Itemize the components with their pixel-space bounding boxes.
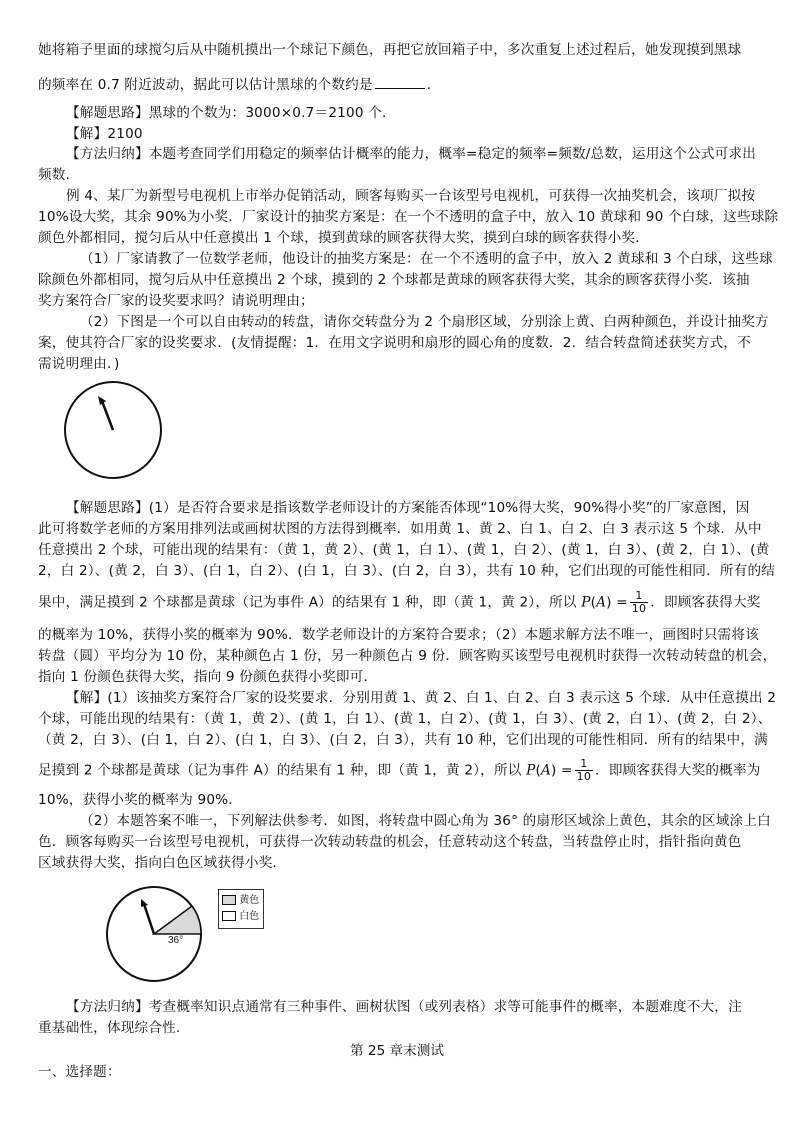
text-line: 【解题思路】(1）是否符合要求是指该数学老师设计的方案能否体现“10%得大奖，90%得小奖”的厂家意图，因 — [66, 500, 750, 516]
prob-fn: P — [526, 762, 536, 779]
text-span: 的频率在 0.7 附近波动，据此可以估计黑球的个数约是 — [38, 77, 373, 93]
text-span: 足摸到 2 个球都是黄球（记为事件 A）的结果有 1 种，即（黄 1，黄 2），所以 — [38, 762, 522, 779]
text-line: 10%设大奖，其余 90%为小奖．厂家设计的抽奖方案是：在一个不透明的盒子中，放入 10 黄球和 90 个白球，这些球除 — [38, 209, 779, 225]
text-line: （黄 2，白 3）、(白 1，白 2）、(白 1，白 3）、(白 2，白 3），共有 10 种，它们出现的可能性相同．所有的结果中，满 — [38, 732, 768, 748]
prob-event: A — [540, 762, 551, 779]
answer-blank — [375, 75, 425, 89]
text-line: 她将箱子里面的球搅匀后从中随机摸出一个球记下颜色，再把它放回箱子中，多次重复上述过程后，她发现摸到黑球 — [38, 42, 742, 58]
text-line: 此可将数学老师的方案用排列法或画树状图的方法得到概率．如用黄 1、黄 2、白 1、白 2、白 3 表示这 5 个球．从中 — [38, 521, 762, 537]
text-line: 颜色外都相同，搅匀后从中任意摸出 1 个球，摸到黄球的顾客获得大奖，摸到白球的顾客获得小奖． — [38, 230, 650, 246]
text-span: ．即顾客获得大奖 — [650, 594, 761, 611]
text-line: 除颜色外都相同，搅匀后从中任意摸出 2 个球，摸到的 2 个球都是黄球的顾客获得大奖，其余的顾客获得小奖．该抽 — [38, 272, 750, 288]
chapter-title: 第 25 章末测试 — [350, 1043, 444, 1059]
legend-item-white — [222, 911, 259, 923]
prob-fn: P — [581, 594, 591, 611]
text-line: （2）本题答案不唯一，下列解法供参考．如图，将转盘中圆心角为 36° 的扇形区域涂上黄色，其余的区域涂上白 — [80, 813, 771, 829]
legend-swatch-white — [222, 911, 236, 921]
pointer-arrowhead — [141, 899, 148, 907]
probability-fraction — [575, 758, 593, 783]
prob-event: A — [596, 594, 607, 611]
legend-label: 黄色 — [239, 895, 260, 906]
text-line: 【解】2100 — [66, 126, 143, 142]
text-span: ．即顾客获得大奖的概率为 — [595, 762, 761, 779]
text-line: （1）厂家请教了一位数学老师，他设计的抽奖方案是：在一个不透明的盒子中，放入 2 黄球和 3 个白球，这些球 — [80, 251, 773, 267]
text-span: 果中，满足摸到 2 个球都是黄球（记为事件 A）的结果有 1 种，即（黄 1，黄 2），所以 — [38, 594, 577, 611]
text-line: 区域获得大奖，指向白色区域获得小奖． — [38, 855, 287, 871]
text-line: 奖方案符合厂家的设奖要求吗？请说明理由； — [38, 293, 314, 309]
yellow-sector — [154, 906, 201, 934]
text-line: 【方法归纳】本题考查同学们用稳定的频率估计概率的能力，概率=稳定的频率=频数/总数，运用这个公式可求出 — [66, 146, 757, 162]
section-heading: 一、选择题： — [38, 1064, 121, 1080]
pointer-arrowhead — [98, 396, 106, 405]
text-line: 【解题思路】黑球的个数为：3000×0.7＝2100 个． — [66, 105, 396, 121]
spinner-pointer — [102, 401, 113, 430]
text-line: 10%，获得小奖的概率为 90%． — [38, 792, 243, 808]
text-line: 频数. — [38, 167, 71, 183]
text-line: 果中，满足摸到 2 个球都是黄球（记为事件 A）的结果有 1 种，即（黄 1，黄 2），所以 P(A) = $\frac{1}{10}$ ．即顾客获得大奖 — [38, 589, 761, 615]
text-line: 转盘（圆）平均分为 10 份，某种颜色占 1 份，另一种颜色占 9 份．顾客购买该型号电视机时获得一次转动转盘的机会， — [38, 648, 777, 664]
text-line: 需说明理由．) — [38, 356, 120, 372]
fraction-numerator: 1 — [575, 758, 593, 771]
fraction-denominator: 10 — [576, 770, 592, 783]
fraction-numerator: 1 — [630, 590, 648, 603]
text-line: 案，使其符合厂家的设奖要求．(友情提醒：1．在用文字说明和扇形的圆心角的度数．2．结合转盘简述获奖方式，不 — [38, 335, 751, 351]
spinner-figure-blank — [40, 372, 180, 484]
text-line: （2）下图是一个可以自由转动的转盘，请你交转盘分为 2 个扇形区域，分别涂上黄、白两种颜色，并设计抽奖方 — [80, 314, 769, 330]
legend-box — [218, 889, 264, 929]
sector-angle-label: 36° — [168, 935, 184, 946]
text-line: 指向 1 份颜色获得大奖，指向 9 份颜色获得小奖即可． — [38, 669, 378, 685]
text-line: 重基础性，体现综合性. — [38, 1020, 181, 1036]
prob-eq: = — [616, 594, 628, 611]
legend-swatch-yellow — [222, 895, 236, 905]
text-line: 个球，可能出现的结果有：（黄 1，黄 2）、(黄 1，白 1）、(黄 1，白 2）、(黄 1，白 3）、(黄 2，白 1）、(黄 2，白 2）、 — [38, 711, 772, 727]
text-line: 2，白 2）、(黄 2，白 3）、(白 1，白 2）、(白 1，白 3）、(白 2，白 3），共有 10 种，它们出现的可能性相同．所有的结 — [38, 563, 776, 579]
text-line: 足摸到 2 个球都是黄球（记为事件 A）的结果有 1 种，即（黄 1，黄 2），所以 P(A) = $\frac{1}{10}$ ．即顾客获得大奖的概率为 — [38, 757, 761, 783]
legend-label: 白色 — [239, 911, 260, 922]
probability-fraction — [630, 590, 648, 615]
text-line: 的频率在 0.7 附近波动，据此可以估计黑球的个数约是 ． — [38, 77, 441, 93]
legend-item-yellow — [222, 895, 259, 907]
text-line: 色．顾客每购买一台该型号电视机，可获得一次转动转盘的机会，任意转动这个转盘，当转盘停止时，指针指向黄色 — [38, 834, 742, 850]
prob-eq: = — [561, 762, 573, 779]
text-line: 【方法归纳】考查概率知识点通常有三种事件、画树状图（或列表格）求等可能事件的概率，本题难度不大，注 — [66, 999, 742, 1015]
text-line: 【解】(1）该抽奖方案符合厂家的设奖要求．分别用黄 1、黄 2、白 1、白 2、白 3 表示这 5 个球．从中任意摸出 2 — [66, 690, 777, 706]
spinner-pointer — [144, 904, 154, 934]
text-line: 任意摸出 2 个球，可能出现的结果有：（黄 1，黄 2）、(黄 1，白 1）、(黄 1，白 2）、(黄 1，白 3）、(黄 2，白 1）、(黄 — [38, 542, 770, 558]
text-line: 的概率为 10%，获得小奖的概率为 90%．数学老师设计的方案符合要求；（2）本题求解方法不唯一，画图时只需将该 — [38, 627, 760, 643]
text-line: 例 4、某厂为新型号电视机上市举办促销活动，顾客每购买一台该型号电视机，可获得一次抽奖机会，该项厂拟按 — [66, 188, 756, 204]
fraction-denominator: 10 — [631, 602, 647, 615]
